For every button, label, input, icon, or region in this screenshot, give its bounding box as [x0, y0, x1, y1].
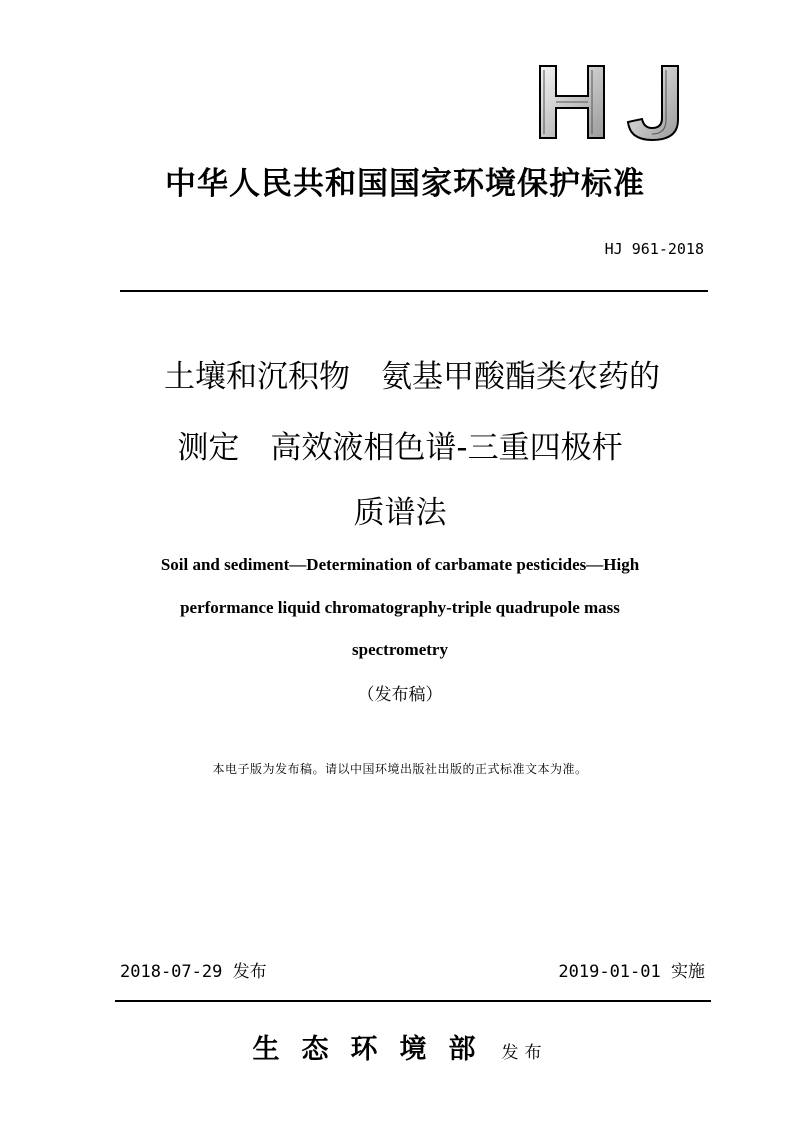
- bottom-divider: [115, 1000, 711, 1002]
- standard-number: HJ 961-2018: [604, 240, 704, 258]
- hj-logo-graphic: [532, 58, 692, 148]
- top-divider: [120, 290, 708, 292]
- en-title-line-1: Soil and sediment—Determination of carbamate pesticides—High: [160, 555, 640, 574]
- hj-logo: [532, 58, 692, 148]
- cn-title-line-1: 土壤和沉积物 氨基甲酸酯类农药的: [164, 359, 660, 395]
- ministry-name: 生态环境部: [252, 1034, 498, 1065]
- en-title-line-2: performance liquid chromatography-triple quadrupole mass: [180, 598, 620, 617]
- release-label: 发布: [501, 1043, 548, 1063]
- implementation-date-value: 2019-01-01: [558, 962, 661, 982]
- issue-date-label: 发布: [232, 962, 267, 982]
- issuing-authority: [0, 1027, 800, 1066]
- implementation-date: [558, 957, 705, 982]
- issue-date: [120, 957, 267, 982]
- draft-mark: （发布稿）: [357, 685, 443, 705]
- standard-organization: 中华人民共和国国家环境保护标准: [165, 166, 645, 202]
- issue-date-value: 2018-07-29: [120, 962, 223, 982]
- electronic-version-notice: 本电子版为发布稿。请以中国环境出版社出版的正式标准文本为准。: [212, 762, 588, 776]
- implementation-date-label: 实施: [671, 962, 705, 982]
- en-title-line-3: spectrometry: [352, 640, 448, 659]
- cn-title-line-3: 质谱法: [353, 495, 447, 531]
- cn-title-line-2: 测定 高效液相色谱-三重四极杆: [177, 430, 623, 466]
